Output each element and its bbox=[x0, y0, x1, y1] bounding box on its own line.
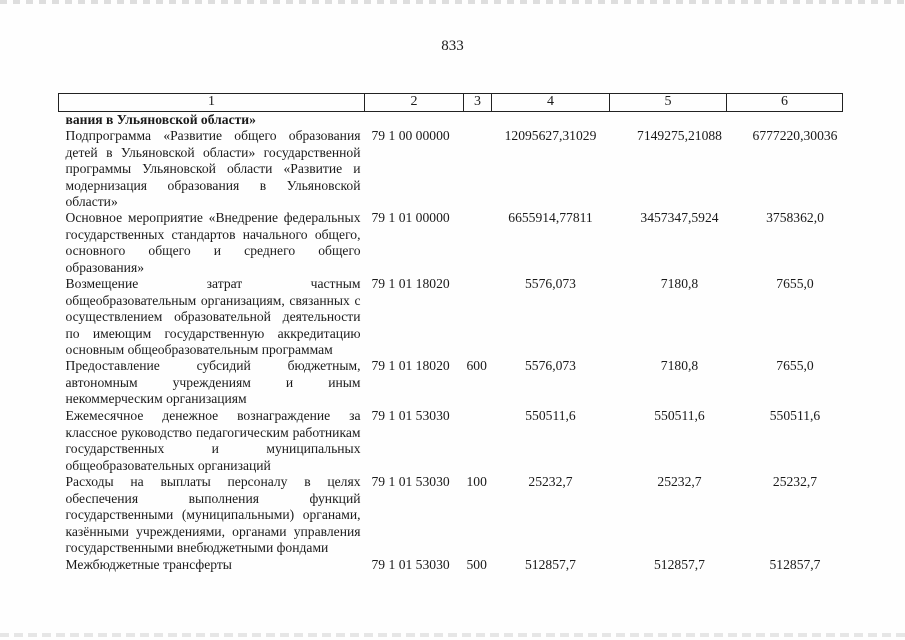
row-amount-2: 512857,7 bbox=[654, 556, 705, 572]
row-name: Возмещение затрат частным общеобразовательным организациям, связанных с осуществлением образовательной деятельности по имеющим государственную аккредитацию основным общеобразовательным программам bbox=[65, 276, 361, 358]
row-code: 79 1 01 18020 bbox=[371, 276, 450, 292]
row-amount-2: 550511,6 bbox=[654, 408, 705, 424]
row-name: Основное мероприятие «Внедрение федеральных государственных стандартов начального общего, основного общего и среднего общего образования» bbox=[65, 210, 361, 275]
row-name: Расходы на выплаты персоналу в целях обеспечения выполнения функций государственными (муниципальными) органами, казёнными учреждениями, органами управления государственными внебюджетными фондами bbox=[65, 474, 361, 556]
carryover-row bbox=[59, 112, 843, 129]
row-amount-2: 7149275,21088 bbox=[637, 128, 722, 144]
header-col-2: 2 bbox=[365, 94, 464, 112]
table-row bbox=[59, 276, 843, 358]
row-amount-3: 550511,6 bbox=[769, 408, 821, 424]
row-group: 600 bbox=[466, 358, 487, 374]
table-row bbox=[59, 408, 843, 474]
row-name: Ежемесячное денежное вознаграждение за классное руководство педагогическим работникам государственных и муниципальных общеобразовательных организаций bbox=[65, 408, 361, 473]
row-amount-2: 7180,8 bbox=[660, 276, 699, 292]
header-col-5: 5 bbox=[610, 94, 727, 112]
row-amount-2: 3457347,5924 bbox=[640, 210, 719, 226]
row-amount-1: 5576,073 bbox=[525, 276, 576, 292]
row-group bbox=[464, 408, 492, 474]
table-header bbox=[59, 94, 843, 112]
table-row bbox=[59, 128, 843, 210]
row-code: 79 1 01 18020 bbox=[371, 358, 450, 374]
row-amount-2: 7180,8 bbox=[660, 358, 699, 374]
row-amount-1: 550511,6 bbox=[525, 408, 576, 424]
row-code: 79 1 01 53030 bbox=[371, 474, 450, 490]
row-group bbox=[464, 210, 492, 276]
header-col-3: 3 bbox=[464, 94, 492, 112]
row-name: Межбюджетные трансферты bbox=[65, 556, 232, 572]
row-amount-2: 25232,7 bbox=[657, 474, 702, 490]
row-code: 79 1 01 00000 bbox=[371, 210, 450, 226]
row-amount-3: 3758362,0 bbox=[766, 210, 824, 226]
row-amount-3: 6777220,30036 bbox=[752, 128, 838, 144]
table-row bbox=[59, 474, 843, 556]
header-row bbox=[59, 94, 843, 112]
page-number: 833 bbox=[441, 38, 464, 54]
row-code: 79 1 00 00000 bbox=[371, 128, 450, 144]
row-amount-1: 5576,073 bbox=[525, 358, 576, 374]
table-row bbox=[59, 557, 843, 573]
row-amount-1: 512857,7 bbox=[525, 556, 576, 572]
table-body bbox=[59, 112, 843, 573]
row-amount-3: 7655,0 bbox=[776, 276, 814, 292]
row-group: 500 bbox=[466, 556, 487, 572]
row-code: 79 1 01 53030 bbox=[371, 556, 450, 572]
header-col-4: 4 bbox=[492, 94, 610, 112]
row-amount-3: 512857,7 bbox=[769, 556, 821, 572]
scan-edge-top bbox=[0, 0, 905, 4]
row-amount-3: 25232,7 bbox=[772, 474, 818, 490]
row-group bbox=[464, 276, 492, 358]
row-amount-1: 25232,7 bbox=[528, 474, 573, 490]
row-name: Подпрограмма «Развитие общего образования детей в Ульяновской области» государственной программы Ульяновской области «Развитие и модернизация образования в Ульяновской области» bbox=[65, 128, 361, 210]
row-group bbox=[464, 128, 492, 210]
header-col-6: 6 bbox=[727, 94, 843, 112]
header-col-1: 1 bbox=[59, 94, 365, 112]
table-row bbox=[59, 210, 843, 276]
row-amount-3: 7655,0 bbox=[776, 358, 814, 374]
row-name: Предоставление субсидий бюджетным, автономным учреждениям и иным некоммерческим организациям bbox=[65, 358, 361, 407]
row-amount-1: 6655914,77811 bbox=[508, 210, 593, 226]
row-code: 79 1 01 53030 bbox=[371, 408, 450, 424]
row-amount-1: 12095627,31029 bbox=[504, 128, 597, 144]
table-row bbox=[59, 358, 843, 408]
carryover-text: вания в Ульяновской области» bbox=[65, 112, 256, 127]
row-group: 100 bbox=[466, 474, 487, 490]
scan-edge-bottom bbox=[0, 633, 905, 637]
budget-table bbox=[58, 93, 843, 573]
